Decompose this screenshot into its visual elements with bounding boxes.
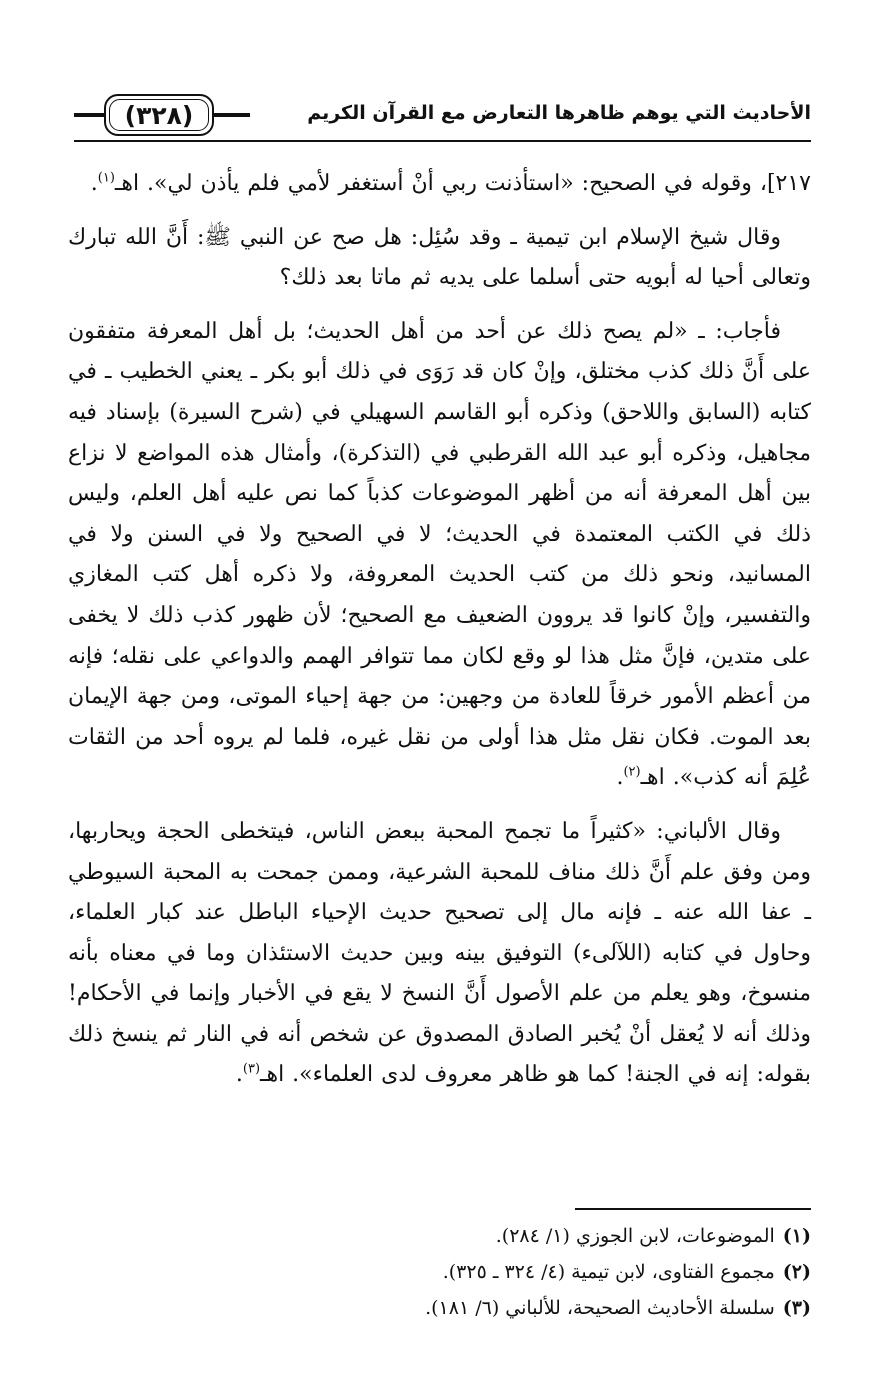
- paragraph-4-text: وقال الألباني: «كثيراً ما تجمح المحبة ببعض الناس، فيتخطى الحجة ويحاربها، ومن وفق علم أَنَّ ذلك مناف للمحبة الشرعية، وممن جمحت به المحبة السيوطي ـ عفا الله عنه ـ فإنه مال إلى تصحيح حديث الإحياء الباطل عند كبار العلماء، وحاول في كتابه (اللآلىء) التوفيق بينه وبين حديث الاستئذان وما في معناه بأنه منسوخ، وهو يعلم من علم الأصول أَنَّ النسخ لا يقع في الأخبار وإنما في الأحكام! وذلك أنه لا يُعقل أنْ يُخبر الصادق المصدوق عن شخص أنه في النار ثم ينسخ ذلك بقوله: إنه في الجنة! كما هو ظاهر معروف لدى العلماء». اهـ: [68, 818, 811, 1088]
- footnote-separator: [575, 1208, 811, 1210]
- main-text: [68, 164, 811, 1096]
- paragraph-3: [68, 312, 811, 799]
- header-rule-left: [74, 113, 104, 117]
- footnote-text: الموضوعات، لابن الجوزي (١/ ٢٨٤).: [495, 1225, 775, 1247]
- running-title: الأحاديث التي يوهم ظاهرها التعارض مع القرآن الكريم: [307, 102, 811, 124]
- page-number-frame: [104, 94, 214, 136]
- footnote-2: [68, 1254, 811, 1290]
- page-number-badge: [74, 94, 250, 136]
- footnote-1: [68, 1218, 811, 1254]
- paragraph-1-text: ٢١٧]، وقوله في الصحيح: «استأذنت ربي أنْ أستغفر لأمي فلم يأذن لي». اهـ: [114, 171, 811, 196]
- footnote-text: مجموع الفتاوى، لابن تيمية (٤/ ٣٢٤ ـ ٣٢٥).: [442, 1261, 775, 1283]
- footnote-ref-1[interactable]: (١): [97, 170, 115, 186]
- end-mark: .: [616, 765, 624, 791]
- end-mark: .: [90, 171, 98, 196]
- page-number: (٣٢٨): [124, 100, 194, 130]
- footnote-ref-3[interactable]: (٣): [242, 1062, 261, 1078]
- page-header: [74, 92, 811, 142]
- header-divider: [74, 140, 811, 142]
- paragraph-4: [68, 812, 811, 1096]
- footnote-text: سلسلة الأحاديث الصحيحة، للألباني (٦/ ١٨١).: [425, 1297, 775, 1319]
- header-rule-right: [214, 113, 250, 117]
- paragraph-3-text: فأجاب: ـ «لم يصح ذلك عن أحد من أهل الحديث؛ بل أهل المعرفة متفقون على أَنَّ ذلك كذب مختلق، وإنْ كان قد رَوَى في ذلك أبو بكر ـ يعني الخطيب ـ في كتابه (السابق واللاحق) وذكره أبو القاسم السهيلي في (شرح السيرة) بإسناد فيه مجاهيل، وذكره أبو عبد الله القرطبي في (التذكرة)، وأمثال هذه المواضع لا نزاع بين أهل المعرفة أنه من أظهر الموضوعات كذباً كما نص عليه أهل العلم، وليس ذلك في الكتب المعتمدة في الحديث؛ لا في الصحيح ولا في السنن ولا في المسانيد، ونحو ذلك من كتب الحديث المعروفة، ولا ذكره أهل كتب المغازي والتفسير، وإنْ كانوا قد يروون الضعيف مع الصحيح؛ لأن ظهور كذب ذلك لا يخفى على متدين، فإنَّ مثل هذا لو وقع لكان مما تتوافر الهمم والدواعي على نقله؛ فإنه من أعظم الأمور خرقاً للعادة من وجهين: من جهة إحياء الموتى، ومن جهة الإيمان بعد الموت. فكان نقل مثل هذا أولى من نقل غيره، فلما لم يروه أحد من الثقات عُلِمَ أنه كذب». اهـ: [68, 318, 812, 791]
- footnotes: [68, 1218, 811, 1326]
- footnote-number: (١): [782, 1225, 811, 1247]
- footnote-3: [68, 1290, 811, 1326]
- paragraph-2: وقال شيخ الإسلام ابن تيمية ـ وقد سُئِل: هل صح عن النبي ﷺ: أَنَّ الله تبارك وتعالى أحيا له أبويه حتى أسلما على يديه ثم ماتا بعد ذلك؟: [68, 224, 811, 291]
- footnote-ref-2[interactable]: (٢): [623, 764, 641, 780]
- paragraph-1: [68, 164, 811, 205]
- end-mark: .: [235, 1062, 243, 1088]
- footnote-number: (٢): [782, 1261, 811, 1283]
- footnote-number: (٣): [782, 1297, 811, 1319]
